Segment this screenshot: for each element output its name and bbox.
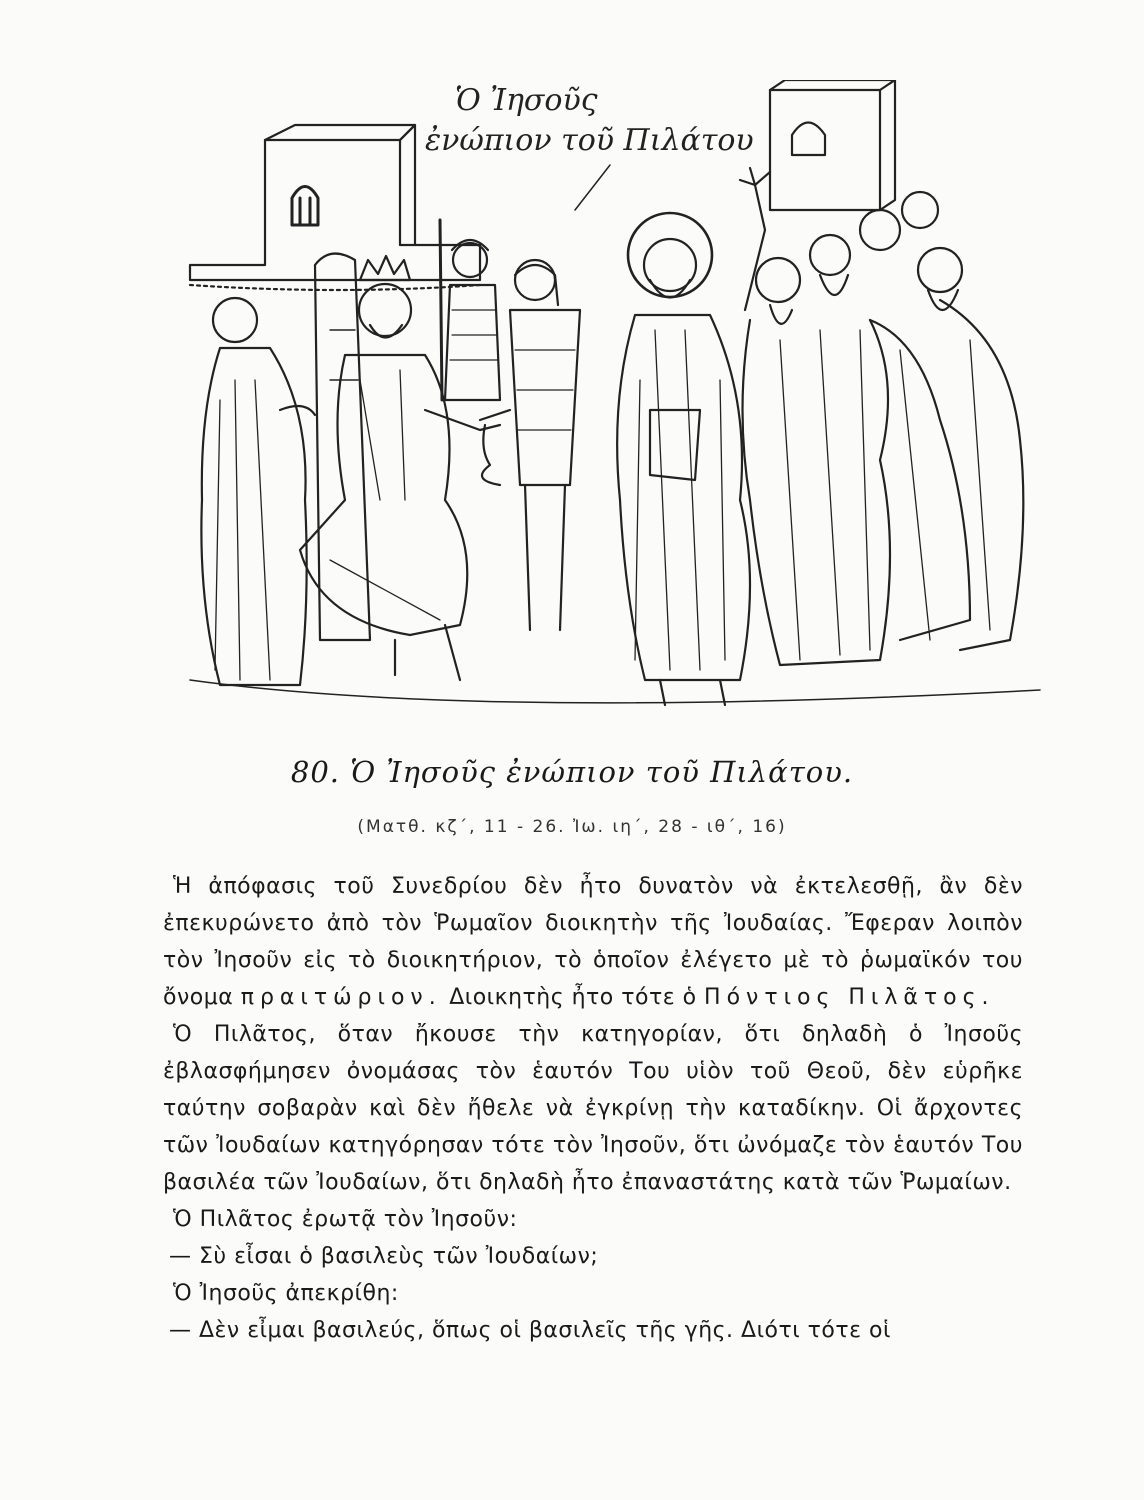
- paragraph-1-text-cont: Διοικητὴς ἦτο τότε ὁ: [449, 985, 697, 1010]
- name-pontius-pilate: Πόντιος Πιλᾶτος.: [704, 985, 995, 1010]
- paragraph-1: [163, 868, 1023, 1016]
- scripture-references: (Ματθ. κζ΄, 11 - 26. Ἰω. ιη΄, 28 - ιθ΄, 16): [357, 817, 787, 837]
- paragraph-5: Ὁ Ἰησοῦς ἀπεκρίθη:: [173, 1281, 399, 1306]
- figure-caption: 80. Ὁ Ἰησοῦς ἐνώπιον τοῦ Πιλάτου.: [290, 755, 854, 789]
- body-text: [163, 868, 1023, 1349]
- dialogue-line-2: — Δὲν εἶμαι βασιλεύς, ὅπως οἱ βασιλεῖς τῆς γῆς. Διότι τότε οἱ: [169, 1318, 891, 1343]
- inscription-line2: ἐνώπιον τοῦ Πιλάτου: [425, 123, 754, 158]
- paragraph-2: Ὁ Πιλᾶτος, ὅταν ἤκουσε τὴν κατηγορίαν, ὅτι δηλαδὴ ὁ Ἰησοῦς ἐβλασφήμησεν ὀνομάσας τὸν ἑαυτόν Του υἱὸν τοῦ Θεοῦ, δὲν εὑρῆκε ταύτην σοβαρὰν καὶ δὲν ἤθελε νὰ ἐγκρίνῃ τὴν καταδίκην. Οἱ ἄρχοντες τῶν Ἰουδαίων κατηγόρησαν τότε τὸν Ἰησοῦν, ὅτι ὠνόμαζε τὸν ἑαυτόν Του βασιλέα τῶν Ἰουδαίων, ὅτι δηλαδὴ ἦτο ἐπαναστάτης κατὰ τῶν Ῥωμαίων.: [163, 1022, 1023, 1195]
- icon-jesus-before-pilate: [180, 80, 1050, 730]
- term-praetorium: πραιτώριον.: [240, 985, 442, 1010]
- paragraph-1-text: Ἡ ἀπόφασις τοῦ Συνεδρίου δὲν ἦτο δυνατὸν νὰ ἐκτελεσθῇ, ἂν δὲν ἐπεκυρώνετο ἀπὸ τὸν Ῥωμαῖον διοικητὴν τῆς Ἰουδαίας. Ἔφεραν λοιπὸν τὸν Ἰησοῦν εἰς τὸ διοικητήριον, τὸ ὁποῖον ἐλέγετο μὲ τὸ ῥωμαϊκόν του ὄνομα: [163, 874, 1023, 1010]
- illustration: [180, 80, 1050, 730]
- inscription-line1: Ὁ Ἰησοῦς: [455, 83, 598, 118]
- paragraph-3: Ὁ Πιλᾶτος ἐρωτᾷ τὸν Ἰησοῦν:: [173, 1207, 518, 1232]
- dialogue-line-1: — Σὺ εἶσαι ὁ βασιλεὺς τῶν Ἰουδαίων;: [169, 1244, 599, 1269]
